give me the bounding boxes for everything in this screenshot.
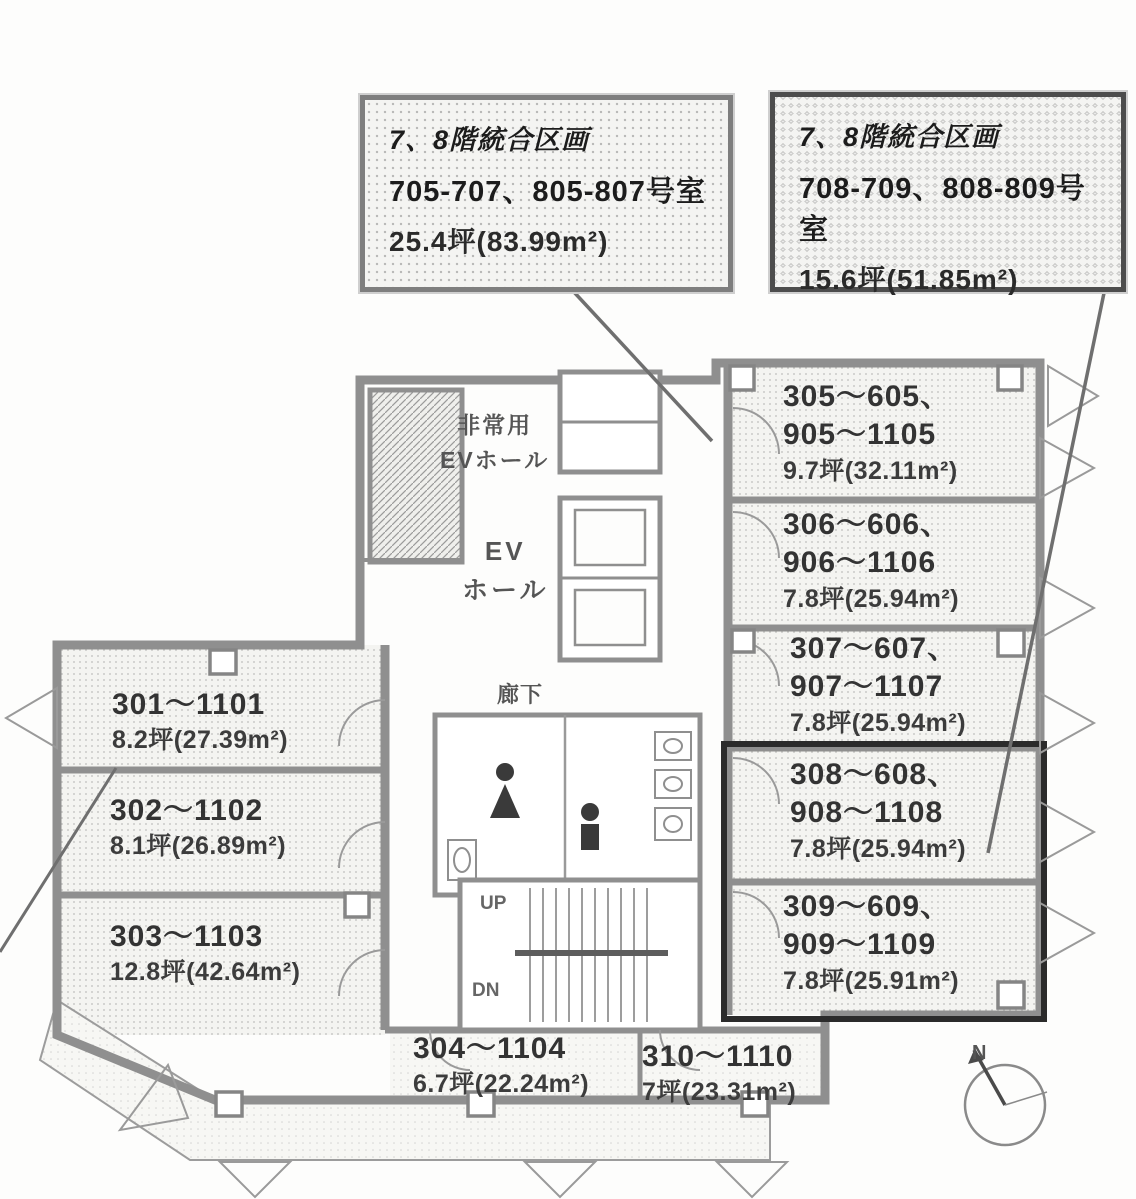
room-units: 301～1101 <box>112 688 266 721</box>
callout-title: 7、8階統合区画 <box>389 125 590 155</box>
room-label-310 <box>642 1038 796 1108</box>
room-label-309 <box>783 888 959 997</box>
callout-units: 708-709、808-809号室 <box>799 173 1086 246</box>
room-label-301 <box>112 686 288 756</box>
stairs-up-label: UP <box>480 893 507 914</box>
room-label-307 <box>790 630 966 739</box>
room-label-303 <box>110 918 300 988</box>
room-units: 305～605、 <box>783 380 952 413</box>
callout-705-807 <box>360 95 733 292</box>
room-area: 7.8坪(25.94m²) <box>783 584 960 613</box>
room-units: 302～1102 <box>110 794 264 827</box>
callout-title: 7、8階統合区画 <box>799 122 1000 152</box>
room-label-304 <box>413 1030 589 1100</box>
room-label-306 <box>783 506 959 615</box>
room-label-302 <box>110 792 286 862</box>
room-units: 308～608、 <box>790 758 959 791</box>
corridor-label: 廊下 <box>497 682 544 707</box>
callout-708-809 <box>770 92 1126 295</box>
room-units: 303～1103 <box>110 920 264 953</box>
room-area: 8.1坪(26.89m²) <box>110 832 287 861</box>
room-units: 908～1108 <box>790 796 944 830</box>
callout-area: 15.6坪(51.85m²) <box>799 264 1019 295</box>
room-label-305 <box>783 378 958 487</box>
room-area: 9.7坪(32.11m²) <box>783 456 958 485</box>
room-area: 8.2坪(27.39m²) <box>112 726 289 755</box>
room-units: 905～1105 <box>783 418 937 452</box>
room-units: 909～1109 <box>783 928 937 962</box>
room-area: 12.8坪(42.64m²) <box>110 958 301 987</box>
callout-units: 705-707、805-807号室 <box>389 176 706 208</box>
room-area: 7坪(23.31m²) <box>642 1078 797 1107</box>
room-units: 306～606、 <box>783 508 952 541</box>
room-units: 307～607、 <box>790 632 959 665</box>
elevator-hall-label <box>462 532 548 610</box>
room-units: 906～1106 <box>783 546 937 580</box>
room-area: 7.8坪(25.94m²) <box>790 708 967 737</box>
stairs-down-label: DN <box>472 980 500 1001</box>
emergency-elevator-hall-label <box>440 408 549 477</box>
restroom-block <box>435 715 700 895</box>
emergency-ev-line1: 非常用 <box>457 412 533 438</box>
room-label-308 <box>790 756 966 865</box>
compass-north-label: N <box>972 1042 987 1064</box>
room-area: 7.8坪(25.94m²) <box>790 834 967 863</box>
room-area: 6.7坪(22.24m²) <box>413 1070 590 1099</box>
ev-line2: ホール <box>462 575 549 605</box>
room-units: 907～1107 <box>790 670 944 704</box>
room-area: 7.8坪(25.91m²) <box>783 966 960 995</box>
callout-area: 25.4坪(83.99m²) <box>389 226 609 257</box>
elevator-shafts <box>560 372 660 660</box>
ev-line1: EV <box>484 536 526 566</box>
room-units: 304～1104 <box>413 1032 567 1065</box>
male-figure-icon <box>581 803 599 850</box>
room-units: 310～1110 <box>642 1040 794 1073</box>
room-units: 309～609、 <box>783 890 952 923</box>
emergency-ev-line2: EVホール <box>440 446 550 473</box>
